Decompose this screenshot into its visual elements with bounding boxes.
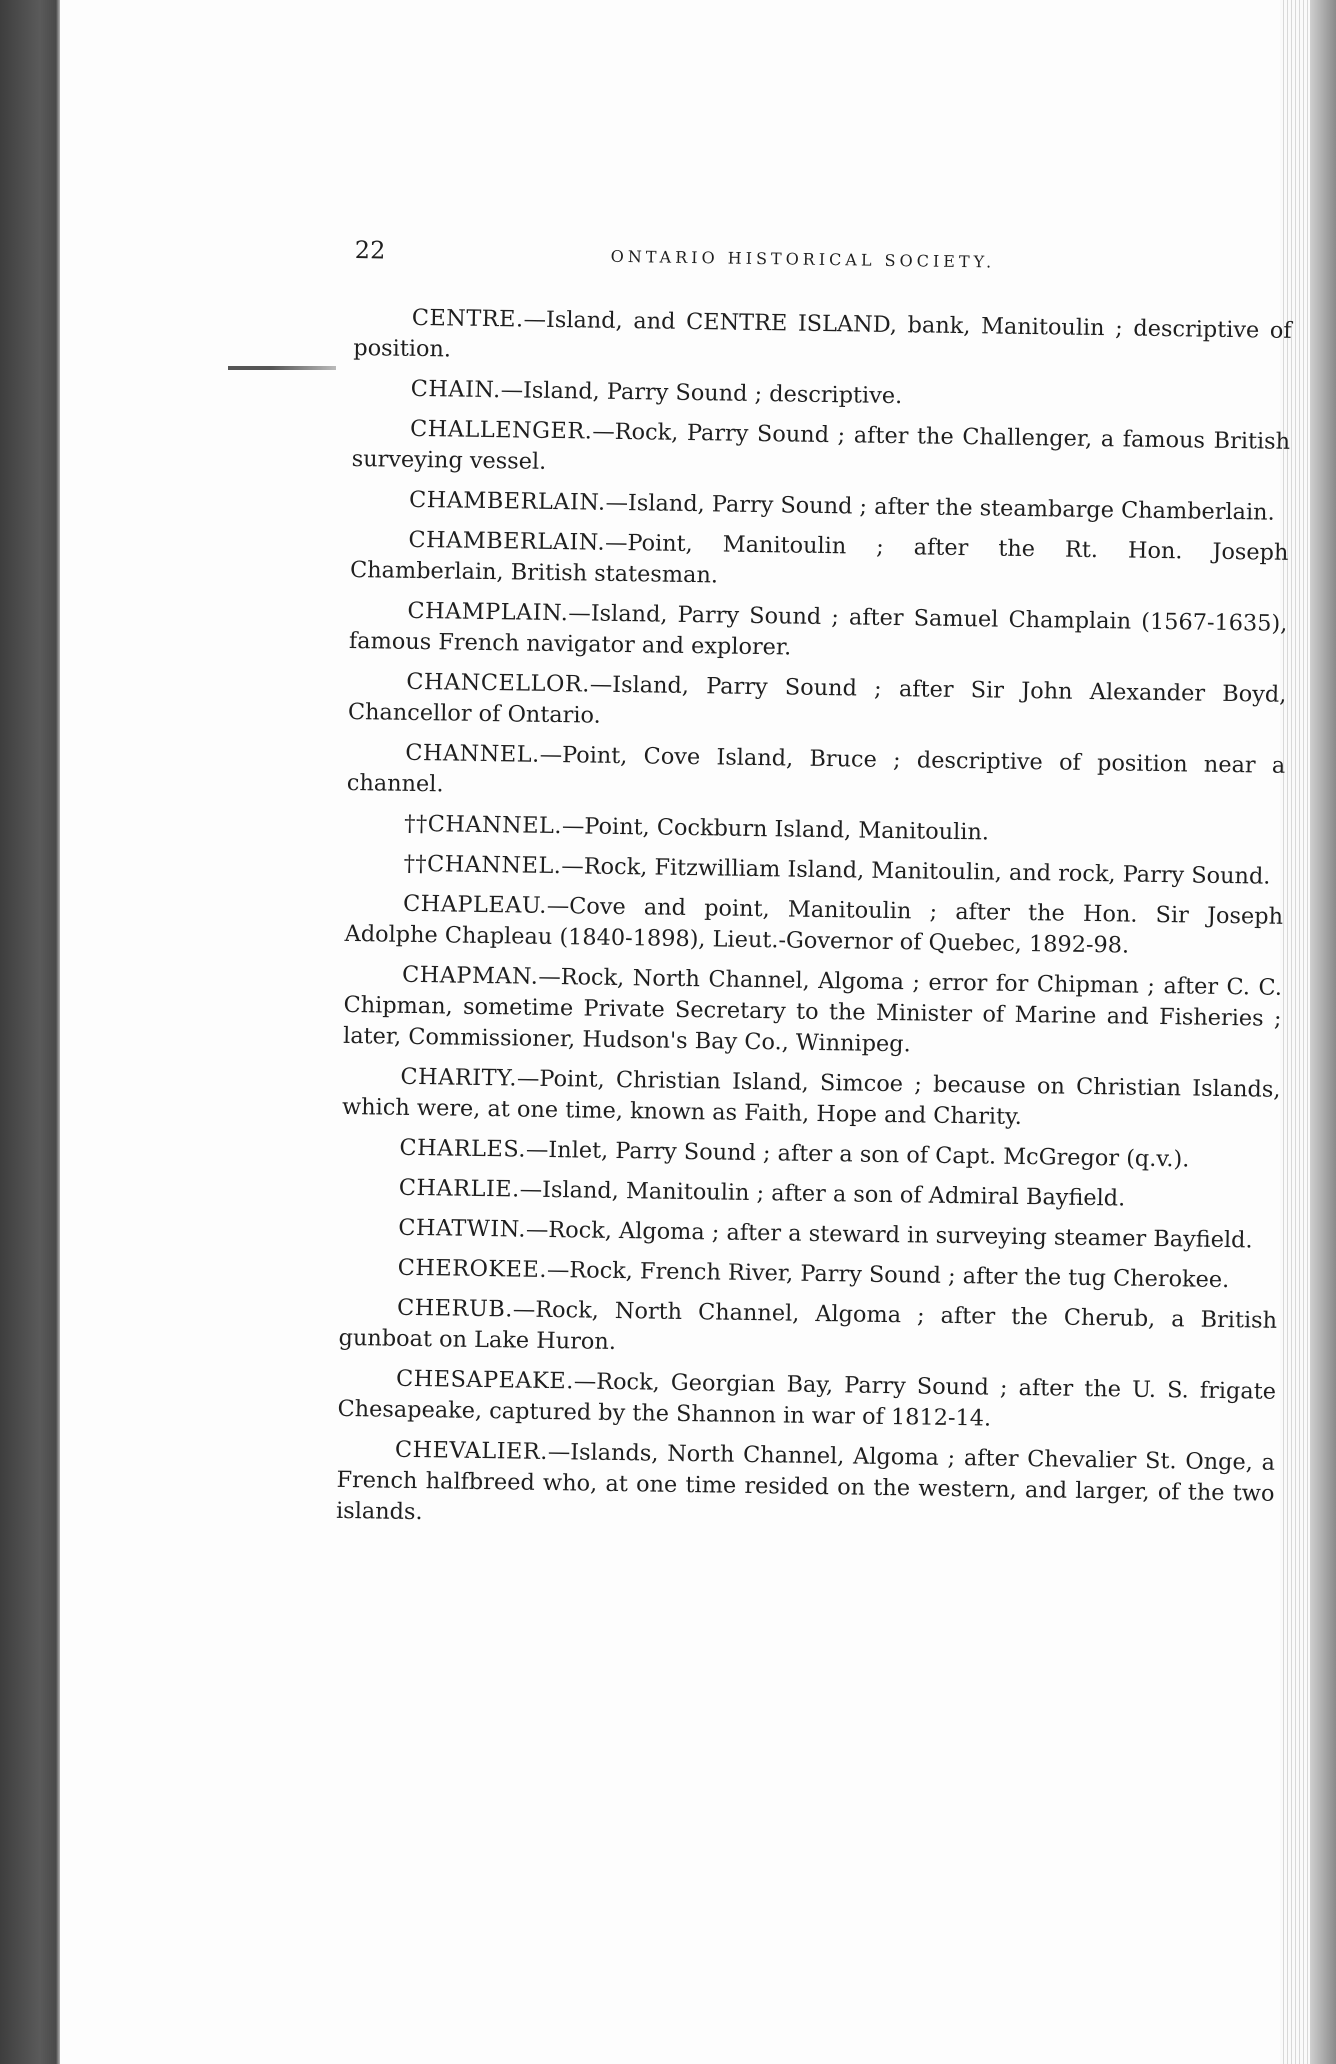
gazetteer-entry (350, 524, 1289, 600)
entry-text: —Island, Parry Sound ; after Sir John Alexander Boyd, Chancellor of Ontario. (347, 671, 1287, 729)
gazetteer-entry (351, 484, 1289, 529)
entry-text: —Rock, North Channel, Algoma ; error for Chipman ; after C. C. Chipman, sometime Private Secretary to the Minister of Marine and Fisheries ; later, Commissioner, Hudson's Bay Co., Winnipeg. (342, 963, 1283, 1058)
entry-headword: CHAMBERLAIN. (408, 526, 606, 556)
entry-headword: CHATWIN. (398, 1214, 527, 1243)
gazetteer-entry (337, 1363, 1276, 1439)
entry-text: —Island, Parry Sound ; after the steambarge Chamberlain. (605, 489, 1275, 526)
entry-text: —Rock, Georgian Bay, Parry Sound ; after the U. S. frigate Chesapeake, captured by the Shannon in war of 1812-14. (337, 1368, 1277, 1432)
entry-text: —Inlet, Parry Sound ; after a son of Capt. McGregor (q.v.). (525, 1136, 1190, 1173)
entry-headword: CHANNEL. (405, 739, 540, 768)
entry-headword: CHAMPLAIN. (407, 597, 569, 627)
gazetteer-entry (353, 373, 1291, 418)
gazetteer-entry (336, 1434, 1275, 1541)
entry-headword: CHARLIE. (398, 1174, 520, 1203)
text-block (336, 236, 1293, 1550)
entry-text: —Cove and point, Manitoulin ; after the Hon. Sir Joseph Adolphe Chapleau (1840-1898), Lieut.-Governor of Quebec, 1892-98. (344, 892, 1284, 959)
entry-headword: CHAIN. (410, 375, 501, 404)
entry-text: —Rock, French River, Parry Sound ; after the tug Cherokee. (546, 1256, 1230, 1294)
gazetteer-entry (353, 302, 1292, 378)
entry-text: —Rock, Parry Sound ; after the Challenger, a famous British surveying vessel. (351, 418, 1291, 475)
gazetteer-entry (344, 888, 1283, 964)
entry-headword: CHANCELLOR. (406, 668, 591, 698)
entry-text: —Point, Cove Island, Bruce ; descriptive of position near a channel. (346, 741, 1286, 798)
margin-mark (228, 366, 336, 370)
gazetteer-entry (342, 1061, 1281, 1137)
entry-headword: CHAMBERLAIN. (408, 486, 606, 516)
entry-headword: CENTRE. (411, 304, 524, 333)
entry-headword: ††CHANNEL. (403, 850, 562, 880)
entry-text: —Island, and CENTRE ISLAND, bank, Manitoulin ; descriptive of position. (353, 306, 1292, 363)
entry-headword: CHALLENGER. (409, 415, 593, 445)
gazetteer-entry (341, 1172, 1279, 1217)
gazetteer-entry (339, 1252, 1277, 1297)
entry-headword: CHAPLEAU. (402, 890, 547, 919)
entry-text: —Island, Parry Sound ; descriptive. (500, 377, 903, 410)
entry-headword: CHARLES. (399, 1134, 527, 1163)
gazetteer-entry (346, 808, 1284, 853)
entry-headword: CHERUB. (396, 1294, 514, 1323)
gazetteer-entry (338, 1292, 1277, 1368)
entry-headword: CHEVALIER. (394, 1436, 549, 1465)
gazetteer-entry (343, 959, 1282, 1066)
gazetteer-entry (345, 848, 1283, 893)
gazetteer-entry (340, 1212, 1278, 1257)
entry-headword: ††CHANNEL. (404, 810, 563, 840)
entry-text: —Island, Manitoulin ; after a son of Admiral Bayfield. (519, 1176, 1126, 1212)
entry-text: —Point, Cockburn Island, Manitoulin. (561, 813, 990, 846)
entry-headword: CHARITY. (400, 1063, 518, 1092)
gazetteer-entry (349, 595, 1288, 671)
entry-text: —Point, Manitoulin ; after the Rt. Hon. Joseph Chamberlain, British statesman. (349, 529, 1289, 589)
page-number: 22 (354, 236, 386, 265)
gazetteer-entry (347, 737, 1286, 813)
running-head-title: ONTARIO HISTORICAL SOCIETY. (610, 246, 996, 272)
entry-text: —Island, Parry Sound ; after Samuel Champlain (1567-1635), famous French navigator and explorer. (348, 600, 1288, 661)
entry-text: —Rock, Fitzwilliam Island, Manitoulin, and rock, Parry Sound. (561, 853, 1271, 890)
gazetteer-entry (348, 666, 1287, 742)
entry-headword: CHAPMAN. (401, 961, 539, 990)
entry-text: —Islands, North Channel, Algoma ; after Chevalier St. Onge, a French halfbreed who, at one time resided on the western, and larger, of the two islands. (335, 1438, 1276, 1526)
entry-text: —Rock, Algoma ; after a steward in surveying steamer Bayfield. (525, 1216, 1253, 1254)
entry-text: —Point, Christian Island, Simcoe ; because on Christian Islands, which were, at one time, known as Faith, Hope and Charity. (341, 1065, 1281, 1130)
entry-headword: CHESAPEAKE. (395, 1365, 575, 1395)
gazetteer-entry (341, 1132, 1279, 1177)
gazetteer-entry (351, 413, 1290, 489)
entry-headword: CHEROKEE. (397, 1254, 548, 1283)
entry-text: —Rock, North Channel, Algoma ; after the Cherub, a British gunboat on Lake Huron. (338, 1296, 1278, 1355)
